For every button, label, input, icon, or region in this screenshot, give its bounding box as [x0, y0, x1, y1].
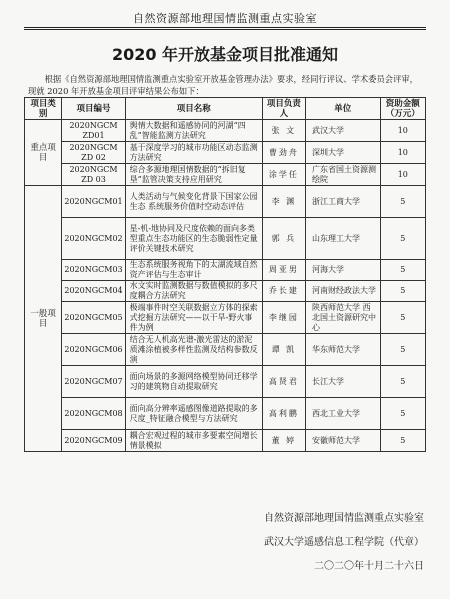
project-code: 2020NGCM ZD01 — [62, 120, 125, 142]
project-name: 基于深度学习的城市功能区动态监测方法研究 — [125, 142, 262, 164]
table-row — [25, 334, 426, 366]
project-code: 2020NGCM02 — [62, 218, 125, 260]
project-name: 面向场景的多源网络模型协同迁移学习的建筑物自动提取研究 — [125, 366, 262, 398]
table-row — [25, 260, 426, 281]
project-unit: 河海大学 — [306, 260, 381, 281]
table-row — [25, 164, 426, 186]
project-code: 2020NGCM06 — [62, 334, 125, 366]
project-unit: 山东理工大学 — [306, 218, 381, 260]
table-row — [25, 398, 426, 430]
project-code: 2020NGCM09 — [62, 430, 125, 452]
project-unit: 广东省国土资源测绘院 — [306, 164, 381, 186]
project-code: 2020NGCM04 — [62, 281, 125, 302]
table-row — [25, 302, 426, 334]
project-name: 人类活动与气候变化背景下国家公园生态 系统服务价值时空动态评估 — [125, 186, 262, 218]
project-amount: 5 — [380, 218, 425, 260]
intro-paragraph: 根据《自然资源部地理国情监测重点实验室开放基金管理办法》要求，经同行评议、学术委员会评审，现就 2020 年开放基金项目评审结果公布如下： — [28, 74, 418, 96]
table-row — [25, 281, 426, 302]
project-code: 2020NGCM ZD 02 — [62, 142, 125, 164]
table-row — [25, 366, 426, 398]
project-amount: 5 — [380, 281, 425, 302]
header-unit: 单位 — [306, 98, 381, 120]
project-unit: 浙江工商大学 — [306, 186, 381, 218]
project-unit: 安徽师范大学 — [306, 430, 381, 452]
header-rule — [24, 27, 426, 28]
project-leader: 乔长建 — [262, 281, 305, 302]
project-code: 2020NGCM ZD 03 — [62, 164, 125, 186]
project-name: 水文实时监测数据与数值模拟的多尺度耦合方法研究 — [125, 281, 262, 302]
table-header-row — [25, 98, 426, 120]
project-unit: 陕西师范大学 西北国土资源研究中心 — [306, 302, 381, 334]
project-unit: 河南财经政法大学 — [306, 281, 381, 302]
category-key: 重点项目 — [25, 120, 62, 186]
project-amount: 10 — [380, 164, 425, 186]
projects-table — [24, 97, 426, 452]
project-code: 2020NGCM07 — [62, 366, 125, 398]
table-row — [25, 120, 426, 142]
project-code: 2020NGCM08 — [62, 398, 125, 430]
project-amount: 10 — [380, 142, 425, 164]
table-row — [25, 186, 426, 218]
header-rule-thin — [24, 29, 426, 30]
project-amount: 5 — [380, 366, 425, 398]
project-amount: 5 — [380, 334, 425, 366]
project-leader: 高利鹏 — [262, 398, 305, 430]
project-name: 生态系统服务视角下的太湖流域自然资产评估与生态审计 — [125, 260, 262, 281]
project-name: 极端事件时空关联数据立方体的探索式挖掘方法研究——以干旱-野火事件为例 — [125, 302, 262, 334]
project-leader: 周亚男 — [262, 260, 305, 281]
category-general: 一般项目 — [25, 186, 62, 452]
project-amount: 5 — [380, 260, 425, 281]
lab-header: 自然资源部地理国情监测重点实验室 — [133, 12, 317, 25]
project-code: 2020NGCM01 — [62, 186, 125, 218]
project-unit: 西北工业大学 — [306, 398, 381, 430]
signature-lab: 自然资源部地理国情监测重点实验室 — [264, 513, 424, 524]
project-name: 耦合宏观过程的城市多要素空间增长情景模拟 — [125, 430, 262, 452]
project-unit: 深圳大学 — [306, 142, 381, 164]
header-category: 项目类别 — [25, 98, 62, 120]
project-name: 结合无人机高光谱-激光雷达的淤泥质滩涂植被多样性监测及结构参数反演 — [125, 334, 262, 366]
project-leader: 董 婷 — [262, 430, 305, 452]
project-amount: 10 — [380, 120, 425, 142]
table-row — [25, 430, 426, 452]
project-unit: 武汉大学 — [306, 120, 381, 142]
project-code: 2020NGCM05 — [62, 302, 125, 334]
project-unit: 长江大学 — [306, 366, 381, 398]
project-amount: 5 — [380, 302, 425, 334]
project-amount: 5 — [380, 430, 425, 452]
signature-school: 武汉大学遥感信息工程学院（代章） — [264, 537, 424, 548]
table-row — [25, 142, 426, 164]
header-name: 项目名称 — [125, 98, 262, 120]
project-leader: 谭 凯 — [262, 334, 305, 366]
project-leader: 涂学任 — [262, 164, 305, 186]
signature-date: 二〇二〇年十月二十六日 — [314, 561, 424, 572]
project-leader: 高贤君 — [262, 366, 305, 398]
header-amount: 资助金额（万元） — [380, 98, 425, 120]
project-unit: 华东师范大学 — [306, 334, 381, 366]
project-name: 面向高分辨率遥感图像道路提取的多尺度_特征融合模型与方法研究 — [125, 398, 262, 430]
project-leader: 郭 兵 — [262, 218, 305, 260]
project-leader: 张 文 — [262, 120, 305, 142]
project-leader: 李 渊 — [262, 186, 305, 218]
project-name: 舆情大数据和遥感协同的河湖“四乱”智能监测方法研究 — [125, 120, 262, 142]
project-name: 综合多源地理国情数据的“拆旧复垦”监管决策支持应用研究 — [125, 164, 262, 186]
table-row — [25, 218, 426, 260]
project-name: 星-机-地协同及尺度依赖的面向多类型重点生态功能区的生态脆弱性定量评价关键技术研究 — [125, 218, 262, 260]
project-leader: 李继园 — [262, 302, 305, 334]
project-leader: 曹劲舟 — [262, 142, 305, 164]
project-code: 2020NGCM03 — [62, 260, 125, 281]
document-title: 2020 年开放基金项目批准通知 — [111, 45, 339, 64]
header-person: 项目负责人 — [262, 98, 305, 120]
header-code: 项目编号 — [62, 98, 125, 120]
project-amount: 5 — [380, 186, 425, 218]
project-amount: 5 — [380, 398, 425, 430]
